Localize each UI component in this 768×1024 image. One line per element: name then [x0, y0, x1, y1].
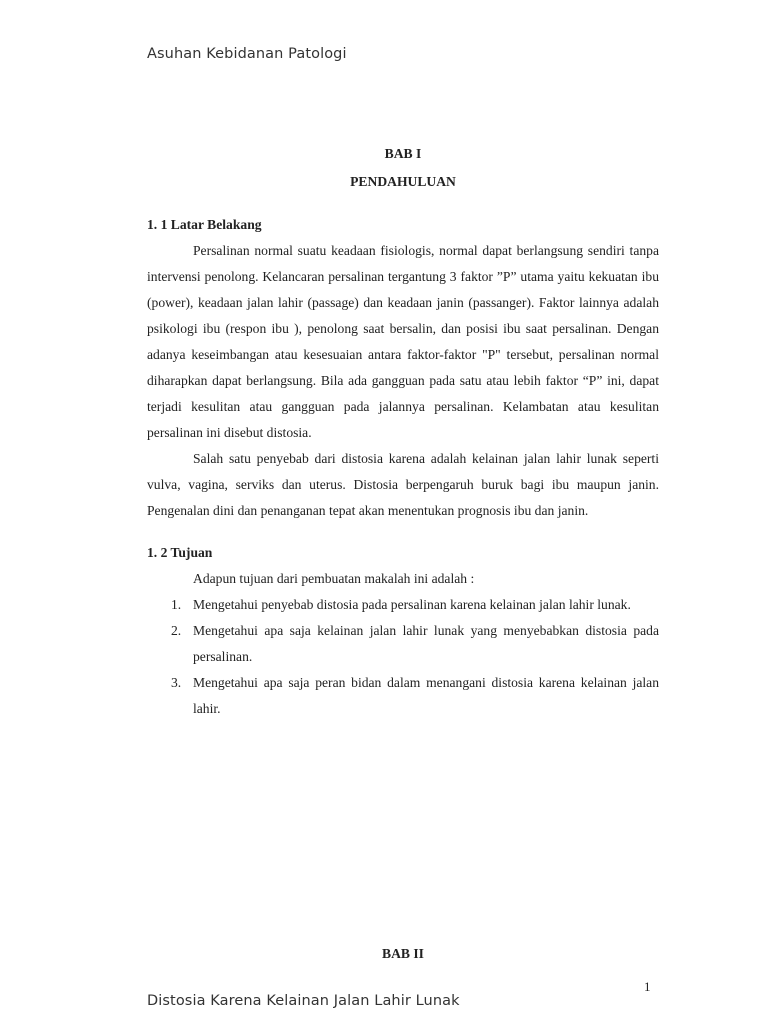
list-item-text: Mengetahui apa saja peran bidan dalam menangani distosia karena kelainan jalan lahir. [193, 675, 659, 716]
document-body [147, 140, 659, 722]
list-intro: Adapun tujuan dari pembuatan makalah ini adalah : [193, 571, 475, 586]
section-heading-latar-belakang: 1. 1 Latar Belakang [147, 217, 262, 232]
page-number: 1 [644, 979, 651, 994]
list-item-number: 2. [171, 623, 182, 638]
paragraph: Salah satu penyebab dari distosia karena adalah kelainan jalan lahir lunak seperti vulva, vagina, serviks dan uterus. Distosia berpengaruh buruk bagi ibu maupun janin. Pengenalan dini dan penanganan tepat akan menentukan prognosis ibu dan janin. [147, 451, 659, 518]
spacer [147, 196, 659, 212]
section-heading-tujuan: 1. 2 Tujuan [147, 545, 213, 560]
goals-list [147, 592, 659, 722]
chapter-label: BAB I [384, 146, 422, 161]
list-item [147, 670, 659, 722]
list-item-number: 3. [171, 675, 182, 690]
page-footer: Distosia Karena Kelainan Jalan Lahir Lunak [147, 993, 460, 1009]
list-item [147, 592, 659, 618]
page-header: Asuhan Kebidanan Patologi [147, 46, 347, 62]
spacer [147, 524, 659, 540]
next-chapter-label: BAB II [382, 946, 424, 961]
paragraph: Persalinan normal suatu keadaan fisiologis, normal dapat berlangsung sendiri tanpa intervensi penolong. Kelancaran persalinan tergantung 3 faktor ”P” utama yaitu kekuatan ibu (power), keadaan jalan lahir (passage) dan keadaan janin (passanger). Faktor lainnya adalah psikologi ibu (respon ibu ), penolong saat bersalin, dan posisi ibu saat persalinan. Dengan adanya keseimbangan atau kesesuaian antara faktor-faktor "P" tersebut, persalinan normal diharapkan dapat berlangsung. Bila ada gangguan pada satu atau lebih faktor “P” ini, dapat terjadi kesulitan atau gangguan pada jalannya persalinan. Kelambatan atau kesulitan persalinan ini disebut distosia. [147, 243, 659, 440]
list-item-text: Mengetahui penyebab distosia pada persalinan karena kelainan jalan lahir lunak. [193, 597, 631, 612]
list-item [147, 618, 659, 670]
list-item-text: Mengetahui apa saja kelainan jalan lahir lunak yang menyebabkan distosia pada persalinan. [193, 623, 659, 664]
list-item-number: 1. [171, 597, 182, 612]
chapter-title: PENDAHULUAN [350, 174, 456, 189]
